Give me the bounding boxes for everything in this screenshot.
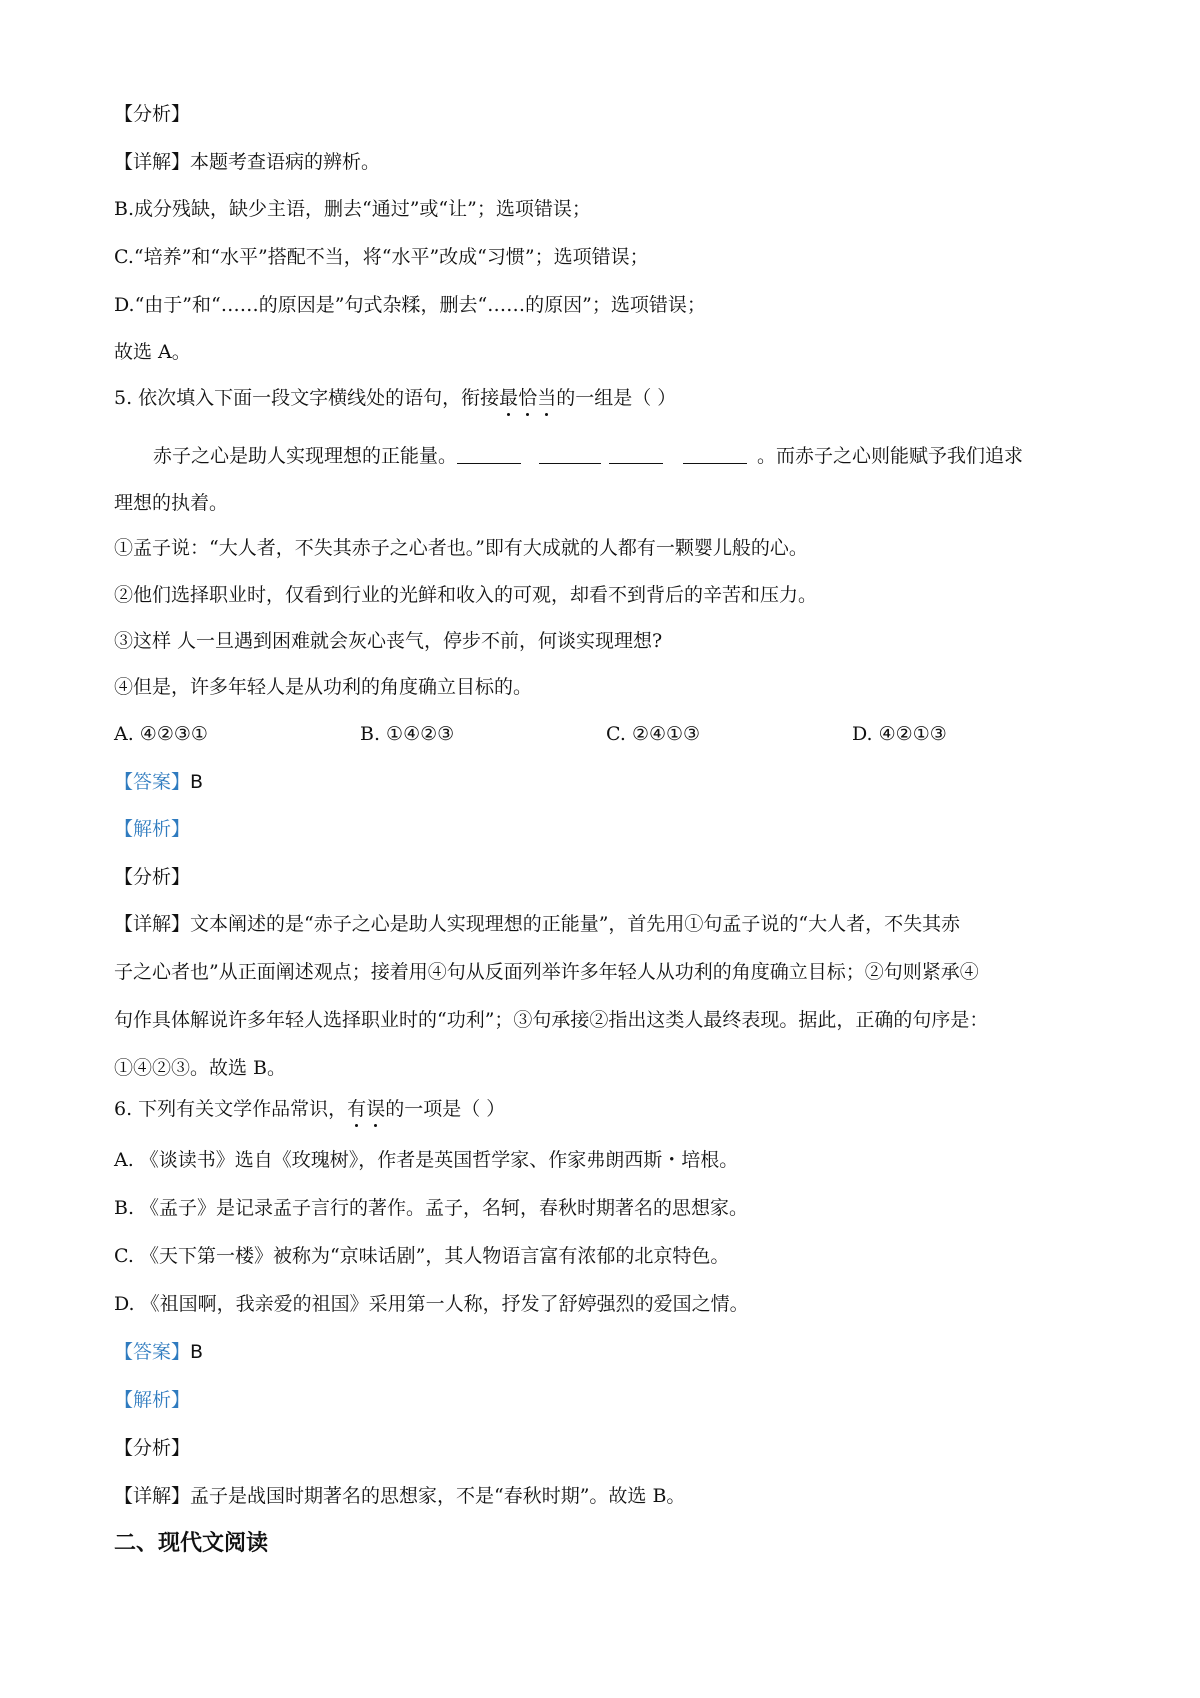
blank-1 bbox=[457, 443, 521, 464]
q4-option-b-explanation: B.成分残缺，缺少主语，删去“通过”或“让”；选项错误； bbox=[114, 198, 591, 220]
q5-answer bbox=[114, 769, 203, 795]
q5-option-a: A. ④②③① bbox=[114, 723, 208, 745]
q5-jiexi-label: 【解析】 bbox=[114, 818, 191, 840]
q6-answer bbox=[114, 1339, 203, 1365]
q5-sentence-2: ②他们选择职业时，仅看到行业的光鲜和收入的可观，却看不到背后的辛苦和压力。 bbox=[114, 584, 818, 606]
q5-stem-emphasis-1: 最 bbox=[499, 387, 519, 409]
q6-stem-emphasis-1: 有 bbox=[347, 1098, 367, 1120]
q5-detail-line-4: ①④②③。故选 B。 bbox=[114, 1057, 287, 1079]
q5-passage-line-2: 理想的执着。 bbox=[114, 492, 229, 514]
q6-jiexi-label: 【解析】 bbox=[114, 1389, 191, 1411]
q5-passage-start: 赤子之心是助人实现理想的正能量。 bbox=[153, 445, 458, 467]
q4-detail: 【详解】本题考查语病的辨析。 bbox=[114, 151, 381, 173]
q6-option-d: D. 《祖国啊，我亲爱的祖国》采用第一人称，抒发了舒婷强烈的爱国之情。 bbox=[114, 1293, 749, 1315]
q4-option-d-explanation: D.“由于”和“……的原因是”句式杂糅，删去“……的原因”；选项错误； bbox=[114, 294, 706, 316]
q6-option-c: C. 《天下第一楼》被称为“京味话剧”，其人物语言富有浓郁的北京特色。 bbox=[114, 1245, 730, 1267]
q5-analysis-label: 【分析】 bbox=[114, 866, 191, 888]
q5-stem bbox=[114, 385, 676, 411]
q5-stem-post: 的一组是（ ） bbox=[556, 387, 677, 409]
blank-4 bbox=[683, 443, 747, 464]
q6-detail: 【详解】孟子是战国时期著名的思想家，不是“春秋时期”。故选 B。 bbox=[114, 1485, 686, 1507]
q5-passage-line-1 bbox=[153, 443, 1023, 469]
q5-detail-line-1: 【详解】文本阐述的是“赤子之心是助人实现理想的正能量”，首先用①句孟子说的“大人者，不失其赤 bbox=[114, 913, 961, 935]
q4-conclusion: 故选 A。 bbox=[114, 341, 191, 363]
q5-answer-label: 【答案】 bbox=[114, 771, 191, 793]
q6-stem bbox=[114, 1096, 505, 1122]
section-heading: 二、现代文阅读 bbox=[114, 1531, 269, 1556]
q5-option-d: D. ④②①③ bbox=[852, 723, 947, 745]
q5-detail-line-2: 子之心者也”从正面阐述观点；接着用④句从反面列举许多年轻人从功利的角度确立目标；②句则紧承④ bbox=[114, 961, 979, 983]
q5-sentence-3: ③这样 人一旦遇到困难就会灰心丧气，停步不前，何谈实现理想? bbox=[114, 630, 663, 652]
q6-analysis-label: 【分析】 bbox=[114, 1437, 191, 1459]
q5-option-b: B. ①④②③ bbox=[360, 723, 455, 745]
q5-passage-mid: 。而赤子之心则能赋予我们追求 bbox=[757, 445, 1024, 467]
q5-sentence-4: ④但是，许多年轻人是从功利的角度确立目标的。 bbox=[114, 676, 533, 698]
q6-stem-pre: 6. 下列有关文学作品常识， bbox=[114, 1098, 348, 1120]
q6-option-b: B. 《孟子》是记录孟子言行的著作。孟子，名轲，春秋时期著名的思想家。 bbox=[114, 1197, 749, 1219]
q5-stem-emphasis-3: 当 bbox=[537, 387, 557, 409]
q5-stem-emphasis-2: 恰 bbox=[518, 387, 538, 409]
q5-stem-pre: 5. 依次填入下面一段文字横线处的语句，衔接 bbox=[114, 387, 500, 409]
q4-analysis-label: 【分析】 bbox=[114, 103, 191, 125]
q6-answer-label: 【答案】 bbox=[114, 1341, 191, 1363]
blank-2 bbox=[539, 443, 601, 464]
q5-option-c: C. ②④①③ bbox=[606, 723, 701, 745]
q6-stem-emphasis-2: 误 bbox=[366, 1098, 386, 1120]
q5-answer-value: B bbox=[190, 771, 204, 793]
q4-option-c-explanation: C.“培养”和“水平”搭配不当，将“水平”改成“习惯”；选项错误； bbox=[114, 246, 649, 268]
q6-option-a: A. 《谈读书》选自《玫瑰树》，作者是英国哲学家、作家弗朗西斯・培根。 bbox=[114, 1149, 739, 1171]
blank-3 bbox=[609, 443, 663, 464]
q5-sentence-1: ①孟子说：“大人者，不失其赤子之心者也。”即有大成就的人都有一颗婴儿般的心。 bbox=[114, 537, 808, 559]
q6-answer-value: B bbox=[190, 1341, 204, 1363]
q6-stem-post: 的一项是（ ） bbox=[385, 1098, 506, 1120]
q5-detail-line-3: 句作具体解说许多年轻人选择职业时的“功利”；③句承接②指出这类人最终表现。据此，正确的句序是： bbox=[114, 1009, 989, 1031]
